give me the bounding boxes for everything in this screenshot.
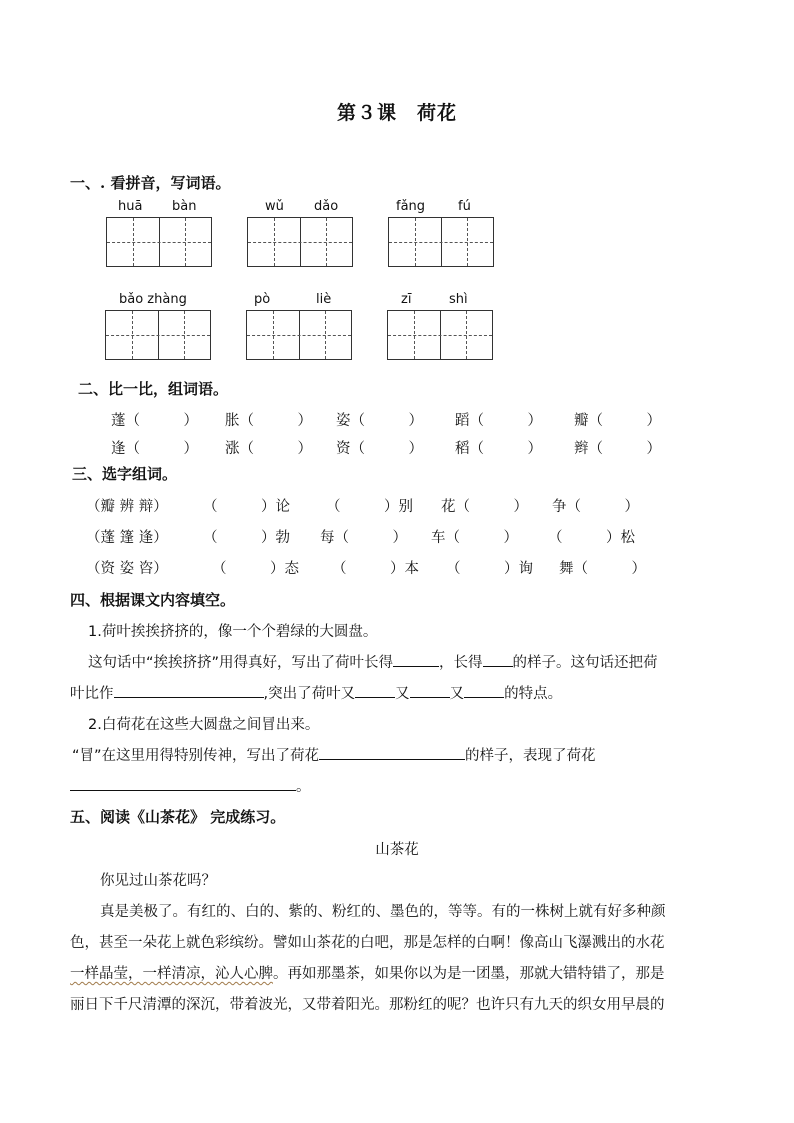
- pinyin: shì: [449, 292, 468, 307]
- fill-line-1: 这句话中“挨挨挤挤”用得真好，写出了荷叶长得 ，长得 的样子。这句话还把荷: [88, 651, 658, 672]
- blank-item: （ ）态: [212, 561, 299, 577]
- fill-line-4: 。: [70, 775, 311, 796]
- passage-title: 山茶花: [375, 842, 419, 858]
- blank-item: （ ）松: [548, 530, 635, 546]
- pinyin-group-5: [246, 292, 352, 362]
- compare-item: 姿（ ）: [336, 413, 423, 429]
- blank[interactable]: [483, 652, 513, 667]
- compare-item: 稻（ ）: [455, 441, 542, 457]
- compare-item: 胀（ ）: [225, 413, 312, 429]
- section-4-heading: 四、根据课文内容填空。: [70, 591, 236, 609]
- pinyin-group-1: [106, 199, 212, 269]
- compare-item: 蹈（ ）: [455, 413, 542, 429]
- section-5-heading: 五、阅读《山茶花》 完成练习。: [70, 808, 286, 826]
- section-3-heading: 三、选字组词。: [72, 465, 178, 483]
- blank-item: 车（ ）: [431, 530, 518, 546]
- pinyin: fú: [458, 199, 471, 214]
- pinyin: dǎo: [314, 199, 339, 214]
- writing-grid[interactable]: [387, 310, 493, 360]
- choice-set: （瓣 辨 辩）: [86, 499, 168, 515]
- pinyin: pò: [254, 292, 271, 307]
- compare-item: 涨（ ）: [225, 441, 312, 457]
- pinyin: bǎo zhàng: [119, 292, 187, 307]
- compare-item: 蓬（ ）: [111, 413, 198, 429]
- pinyin: liè: [316, 292, 332, 307]
- blank-item: （ ）本: [332, 561, 419, 577]
- blank-item: （ ）询: [446, 561, 533, 577]
- blank[interactable]: [114, 683, 264, 698]
- blank[interactable]: [319, 745, 465, 760]
- writing-grid[interactable]: [106, 217, 212, 267]
- blank-item: （ ）别: [326, 499, 413, 515]
- compare-item: 逢（ ）: [111, 441, 198, 457]
- passage-line: 你见过山茶花吗？: [100, 873, 216, 889]
- blank-item: 舞（ ）: [559, 561, 646, 577]
- passage-line: 色，甚至一朵花上就色彩缤纷。譬如山茶花的白吧，那是怎样的白啊！像高山飞瀑溅出的水花: [70, 935, 665, 951]
- writing-grid[interactable]: [388, 217, 494, 267]
- blank[interactable]: [70, 776, 296, 791]
- blank-item: 每（ ）: [320, 530, 407, 546]
- compare-item: 辫（ ）: [574, 441, 661, 457]
- blank[interactable]: [464, 683, 504, 698]
- passage-line: 一样晶莹，一样清凉，沁人心脾。再如那墨茶，如果你以为是一团墨，那就大错特错了，那是: [70, 966, 665, 982]
- pinyin: zī: [401, 292, 412, 307]
- pinyin-group-4: [105, 292, 211, 362]
- section-1-heading: 一、. 看拼音，写词语。: [70, 174, 231, 192]
- blank-item: （ ）勃: [203, 530, 290, 546]
- pinyin: bàn: [172, 199, 197, 214]
- pinyin: huā: [118, 199, 143, 214]
- page-title: 第３课 荷花: [336, 102, 457, 124]
- blank-item: 争（ ）: [552, 499, 639, 515]
- choice-set: （蓬 篷 逢）: [86, 530, 168, 546]
- blank[interactable]: [410, 683, 450, 698]
- wavy-underlined-text: 一样晶莹，一样清凉，沁人心脾: [70, 966, 273, 982]
- blank-item: 花（ ）: [441, 499, 528, 515]
- writing-grid[interactable]: [246, 310, 352, 360]
- pinyin-group-3: [388, 199, 494, 269]
- passage-line: 丽日下千尺清潭的深沉，带着波光，又带着阳光。那粉红的呢？也许只有九天的织女用早晨的: [70, 997, 665, 1013]
- blank-item: （ ）论: [203, 499, 290, 515]
- question-1: 1.荷叶挨挨挤挤的，像一个个碧绿的大圆盘。: [88, 624, 378, 640]
- fill-line-3: “冒”在这里用得特别传神，写出了荷花 的样子，表现了荷花: [72, 744, 596, 765]
- fill-line-2: 叶比作 ,突出了荷叶又 又 又 的特点。: [70, 682, 562, 703]
- passage-line: 真是美极了。有红的、白的、紫的、粉红的、墨色的，等等。有的一株树上就有好多种颜: [100, 904, 666, 920]
- pinyin-group-6: [387, 292, 493, 362]
- compare-item: 瓣（ ）: [574, 413, 661, 429]
- section-2-heading: 二、比一比，组词语。: [78, 380, 229, 398]
- pinyin: wǔ: [265, 199, 284, 214]
- question-2: 2.白荷花在这些大圆盘之间冒出来。: [88, 717, 320, 733]
- pinyin-group-2: [247, 199, 353, 269]
- compare-item: 资（ ）: [336, 441, 423, 457]
- writing-grid[interactable]: [105, 310, 211, 360]
- blank[interactable]: [355, 683, 395, 698]
- blank[interactable]: [393, 652, 439, 667]
- choice-set: （资 姿 咨）: [86, 561, 168, 577]
- pinyin: fǎng: [396, 199, 426, 214]
- writing-grid[interactable]: [247, 217, 353, 267]
